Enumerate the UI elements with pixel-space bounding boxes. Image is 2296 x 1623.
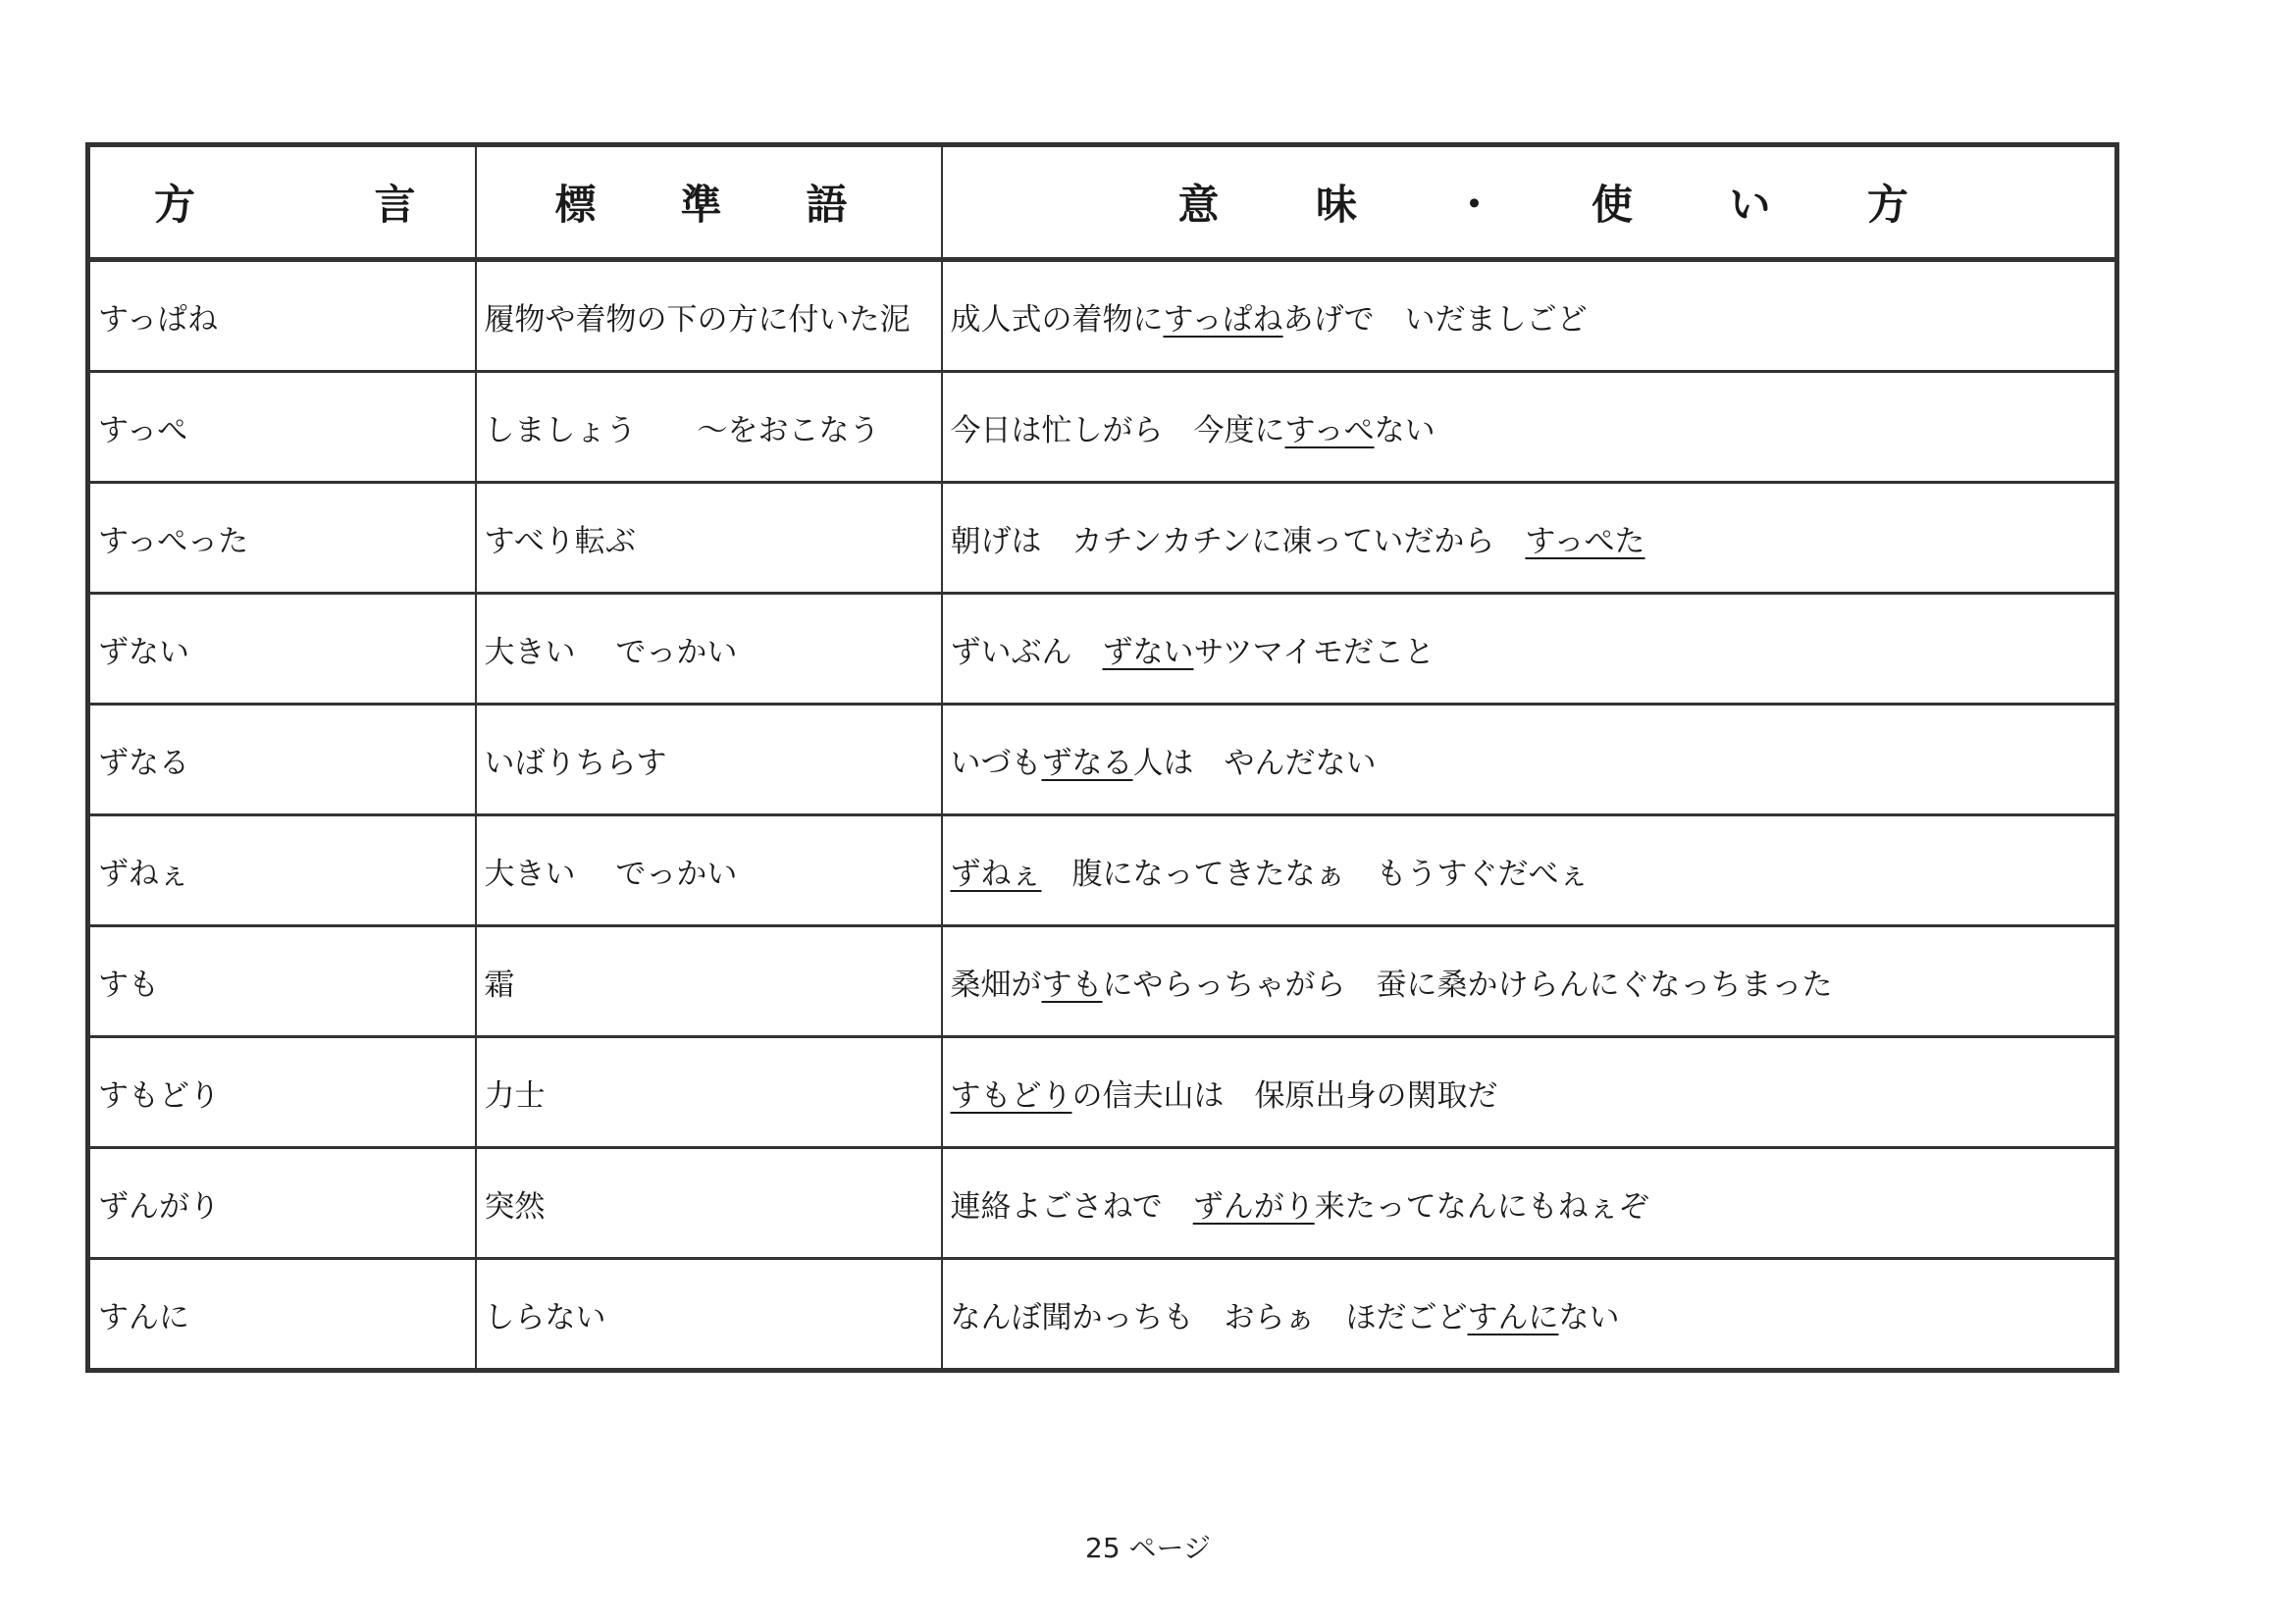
example-text: の信夫山は 保原出身の関取だ [1071,1077,1498,1114]
standard-cell: 履物や着物の下の方に付いた泥 [476,260,942,372]
dialect-cell: すもどり [88,1037,476,1148]
dialect-cell: すっぺった [88,483,476,594]
standard-cell: しらない [476,1259,942,1371]
example-dialect-word: ずなる [1041,745,1133,781]
table-row [88,1259,2117,1371]
example-text: 成人式の着物に [950,301,1164,338]
standard-cell: すべり転ぶ [476,483,942,594]
example-cell [942,372,2117,483]
example-text: 腹になってきたなぁ もうすぐだべぇ [1041,856,1590,892]
example-text: 人は やんだない [1132,745,1377,781]
standard-cell: 突然 [476,1148,942,1259]
example-text: サツマイモだこと [1193,634,1435,670]
example-dialect-word: ずんがり [1192,1188,1315,1225]
example-text: 連絡よごさねで [950,1188,1193,1225]
table-row [88,926,2117,1037]
dialect-cell: ずない [88,594,476,705]
header-char: 準 [680,181,722,229]
header-char: 言 [374,181,416,229]
standard-cell: しましょう ～をおこなう [476,372,942,483]
table-row [88,483,2117,594]
dialect-cell: すも [88,926,476,1037]
example-cell [942,1259,2117,1371]
header-meaning [942,145,2117,260]
header-char: 味 [1315,181,1357,229]
header-char: ・ [1453,181,1495,229]
dialect-cell: ずねぇ [88,815,476,926]
example-cell [942,483,2117,594]
example-dialect-word: ずない [1102,634,1194,670]
example-text: あげで いだましごど [1282,301,1588,338]
example-text: いづも [950,745,1042,781]
standard-cell: 力士 [476,1037,942,1148]
example-text: 桑畑が [950,967,1042,1003]
header-standard [476,145,942,260]
table-row [88,815,2117,926]
example-text: にやらっちゃがら 蚕に桑かけらんにぐなっちまった [1102,967,1833,1003]
header-dialect [88,145,476,260]
table-row [88,260,2117,372]
table-row [88,372,2117,483]
example-cell [942,815,2117,926]
header-char: い [1729,181,1771,229]
standard-cell: いばりちらす [476,705,942,815]
table-header-row [88,145,2117,260]
example-text: ずいぶん [950,634,1103,670]
header-char: 標 [554,181,597,229]
dialect-cell: すんに [88,1259,476,1371]
example-dialect-word: すんに [1467,1299,1559,1335]
example-text: ない [1374,412,1435,448]
example-text: 今日は忙しがら 今度に [950,412,1285,448]
example-cell [942,594,2117,705]
table-row [88,1148,2117,1259]
example-text: ない [1558,1299,1620,1335]
example-cell [942,1037,2117,1148]
table-row [88,1037,2117,1148]
standard-cell: 霜 [476,926,942,1037]
header-char: 使 [1591,181,1633,229]
example-dialect-word: すっぱね [1163,301,1283,338]
example-cell [942,1148,2117,1259]
header-char: 方 [154,181,196,229]
example-dialect-word: すも [1041,967,1103,1003]
example-dialect-word: すもどり [950,1077,1072,1114]
example-cell [942,705,2117,815]
dialect-cell: ずなる [88,705,476,815]
example-text: 朝げは カチンカチンに凍っていだから [950,523,1526,559]
header-char: 方 [1866,181,1908,229]
dialect-cell: ずんがり [88,1148,476,1259]
example-text: 来たってなんにもねぇぞ [1314,1188,1649,1225]
page-number: 25 ページ [1085,1532,1211,1564]
example-cell [942,926,2117,1037]
header-char: 意 [1177,181,1220,229]
example-dialect-word: すっぺた [1525,523,1645,559]
example-cell [942,260,2117,372]
table-row [88,705,2117,815]
example-dialect-word: ずねぇ [950,856,1042,892]
example-dialect-word: すっぺ [1284,412,1375,448]
dialect-cell: すっぱね [88,260,476,372]
header-char: 語 [806,181,848,229]
dialect-table [85,142,2119,1373]
standard-cell: 大きい でっかい [476,594,942,705]
dialect-cell: すっぺ [88,372,476,483]
example-text: なんぼ聞かっちも おらぁ ほだごど [950,1299,1468,1335]
standard-cell: 大きい でっかい [476,815,942,926]
table-row [88,594,2117,705]
